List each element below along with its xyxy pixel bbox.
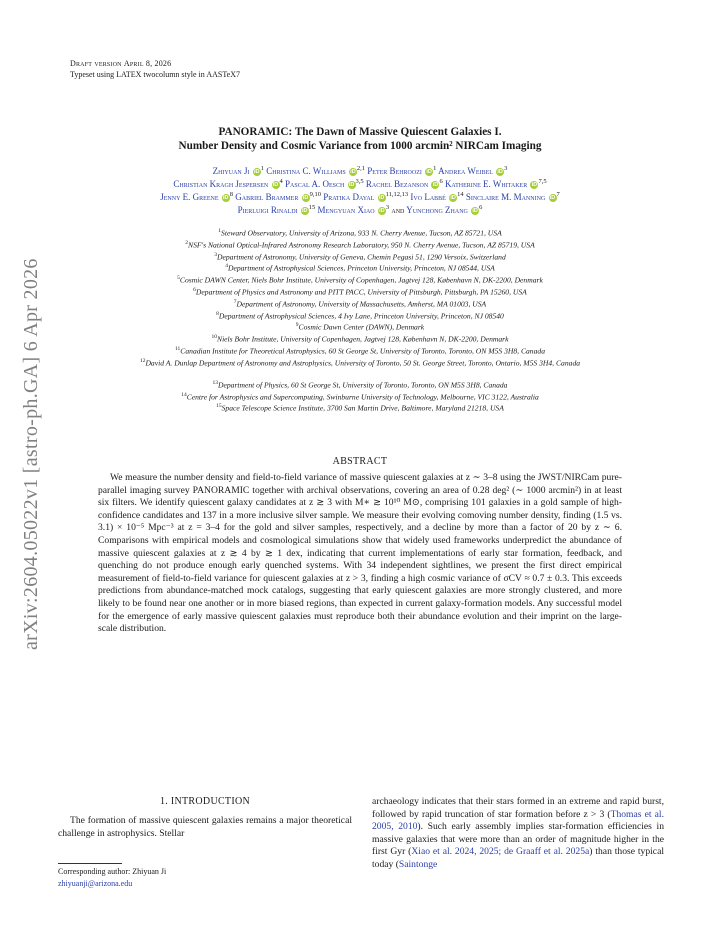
citation-link-saintonge[interactable]: Saintonge <box>398 858 438 870</box>
affiliation-text: Canadian Institute for Theoretical Astrophysics, 60 St George St, University of Toronto, Toronto, ON M5S 3H8, Canada <box>180 346 545 356</box>
affiliation-text: Department of Physics, 60 St George St, University of Toronto, Toronto, ON M5S 3H8, Canada <box>218 380 508 390</box>
affiliation-item <box>60 390 660 403</box>
orcid-icon[interactable]: iD <box>302 195 309 201</box>
affiliation-number: 11 <box>174 346 181 352</box>
orcid-icon[interactable]: iD <box>450 195 456 201</box>
author-name-link[interactable]: Katherine E. Whitaker <box>444 179 528 189</box>
orcid-icon[interactable]: iD <box>302 208 308 214</box>
affiliation-number: 1 <box>218 228 222 234</box>
author-affiliation-number: 2,1 <box>356 165 366 172</box>
orcid-icon[interactable]: iD <box>497 169 503 175</box>
author-affiliation-number: 3 <box>385 204 390 211</box>
footnote-rule <box>58 863 122 864</box>
author-entry <box>160 192 233 202</box>
draft-date: April 8, 2026 <box>123 59 172 68</box>
author-entry <box>406 205 482 215</box>
corresponding-author <box>58 866 166 890</box>
affiliation-item <box>60 297 660 310</box>
affiliation-item <box>60 344 660 357</box>
affiliation-item <box>60 401 660 414</box>
author-name-link[interactable]: Mengyuan Xiao <box>317 205 375 215</box>
orcid-icon[interactable]: iD <box>254 169 260 175</box>
author-name-link[interactable]: Pratika Dayal <box>323 192 375 202</box>
author-affiliation-number: 8 <box>229 191 233 198</box>
affiliation-number: 13 <box>212 379 218 386</box>
author-affiliation-number: 7 <box>556 191 560 198</box>
section-heading-introduction: 1. INTRODUCTION <box>159 796 251 807</box>
author-name-link[interactable]: Yunchong Zhang <box>406 205 468 215</box>
affiliation-text: Department of Astrophysical Sciences, Princeton University, Princeton, NJ 08544, USA <box>227 263 495 273</box>
orcid-icon[interactable]: iD <box>432 182 439 188</box>
author-entry <box>173 179 282 189</box>
intro-right-text <box>372 796 664 872</box>
affiliation-text: NSF's National Optical-Infrared Astronomy Research Laboratory, 950 N. Cherry Avenue, Tucson, AZ 85719, USA <box>188 240 535 250</box>
author-affiliation-number: 11,12,13 <box>385 191 409 198</box>
intro-left-text: The formation of massive quiescent galaxies remains a major theoretical challenge in astrophysics. Stellar <box>58 815 352 839</box>
author-entry <box>213 166 264 176</box>
affiliation-text: David A. Dunlap Department of Astronomy and Astrophysics, University of Toronto, 50 St. George Street, Toronto, Ontario, M5S 3H4, Canada <box>145 358 581 368</box>
orcid-icon[interactable]: iD <box>472 208 478 214</box>
affiliation-number: 3 <box>214 251 217 258</box>
affiliation-text: Centre for Astrophysics and Supercomputing, Swinburne University of Technology, Melbourne, VIC 3122, Australia <box>186 392 539 402</box>
affiliation-text: Niels Bohr Institute, University of Copenhagen, Jagtvej 128, København N, DK-2200, Denmark <box>217 334 509 344</box>
affiliation-number: 4 <box>225 263 228 270</box>
citation-link-thomas[interactable]: Thomas et al. 2005, 2010 <box>372 808 664 833</box>
author-affiliation-number: 4 <box>279 178 283 185</box>
author-affiliation-number: 7,5 <box>538 178 547 185</box>
orcid-icon[interactable]: iD <box>379 208 385 214</box>
affiliation-item <box>60 250 660 263</box>
orcid-icon[interactable]: iD <box>426 169 432 175</box>
abstract-heading: ABSTRACT <box>332 456 388 467</box>
affiliation-item <box>60 356 660 369</box>
author-name-link[interactable]: Pierluigi Rinaldi <box>237 205 298 215</box>
authors-and: and <box>389 205 407 215</box>
author-affiliation-number: 3,5 <box>355 178 364 185</box>
affiliation-number: 5 <box>177 275 180 282</box>
affiliation-number: 6 <box>193 287 196 293</box>
affiliation-item <box>60 309 660 322</box>
intro-right-part-b: ). Such early assembly implies star-formation efficiencies in massive galaxies that were more than an order of magnitude higher in the first Gyr ( <box>372 821 664 858</box>
author-entry <box>466 192 560 202</box>
affiliation-item <box>60 238 660 251</box>
author-name-link[interactable]: Gabriel Brammer <box>235 192 299 202</box>
author-email-link[interactable]: zhiyuanji@arizona.edu <box>58 879 133 888</box>
author-affiliation-number: 15 <box>308 204 316 211</box>
affiliation-item <box>60 320 660 333</box>
author-name-link[interactable]: Christina C. Williams <box>266 166 346 176</box>
affiliation-item <box>60 261 660 274</box>
author-affiliation-number: 6 <box>439 178 443 185</box>
author-entry <box>410 192 463 202</box>
author-name-link[interactable]: Rachel Bezanson <box>365 179 429 189</box>
affiliation-item <box>60 332 660 345</box>
author-entry <box>438 166 507 176</box>
orcid-icon[interactable]: iD <box>531 182 538 188</box>
author-name-link[interactable]: Zhiyuan Ji <box>212 166 250 176</box>
draft-prefix: Draft version <box>70 59 122 68</box>
author-line <box>50 202 670 217</box>
author-affiliation-number: 6 <box>479 204 483 211</box>
affiliation-text: Department of Astronomy, University of Massachusetts, Amherst, MA 01003, USA <box>236 299 487 309</box>
affiliation-number: 7 <box>233 298 237 305</box>
abstract-text: We measure the number density and field-to-field variance of massive quiescent galaxies at z ∼ 3–8 using the JWST/NIRCam pure-parallel imaging survey PANORAMIC together with archival observations, covering an area of 0.28 deg² (∼ 1000 arcmin²) in at least six filters. We identify quiescent galaxy candidates at z ≳ 3 with M∗ ≳ 10¹⁰ M⊙, comprising 101 galaxies in a gold sample of high-confidence candidates and 137 in a more inclusive silver sample. We measure their evolving comoving number density, finding (1.5 vs. 3.1) × 10⁻⁵ Mpc⁻³ at z = 3–4 for the gold and silver samples, respectively, and a decline by more than a factor of 20 by z ∼ 6. Comparisons with empirical models and cosmological simulations show that widely used frameworks underpredict the abundance of massive quiescent galaxies at z ≳ 4 by ≳ 1 dex, indicating that current implementations of early star formation, feedback, and quenching do not produce enough early quenched systems. With 34 independent sightlines, we present the first direct empirical measurement of field-to-field variance for quiescent galaxies at z > 3, finding a high cosmic variance of σCV ≈ 0.7 ± 0.3. This exceeds predictions from abundance-matched mock catalogs, suggesting that early quiescent galaxies are more strongly clustered, and more likely to be found near one another or in more biased regions, than expected in current galaxy-formation models. Any successful model for the emergence of early massive quiescent galaxies must reproduce both their abundance evolution and their imprint on the large-scale distribution. <box>98 472 622 635</box>
author-entry <box>366 179 443 189</box>
typeset-note: Typeset using LATEX twocolumn style in AASTeX7 <box>70 70 240 79</box>
affiliation-number: 15 <box>216 403 222 410</box>
orcid-icon[interactable]: iD <box>350 169 356 175</box>
author-affiliation-number: 9,10 <box>309 191 321 198</box>
affiliation-number: 9 <box>295 322 299 329</box>
author-entry <box>367 166 436 176</box>
author-affiliation-number: 14 <box>457 191 464 198</box>
arxiv-stamp: arXiv:2604.05022v1 [astro-ph.GA] 6 Apr 2026 <box>20 258 42 650</box>
author-affiliation-number: 1 <box>433 165 437 172</box>
affiliation-text: Space Telescope Science Institute, 3700 San Martin Drive, Baltimore, Maryland 21218, USA <box>221 403 504 413</box>
author-name-link[interactable]: Christian Kragh Jespersen <box>173 179 269 189</box>
affiliation-number: 12 <box>139 357 146 364</box>
author-entry <box>266 166 365 176</box>
orcid-icon[interactable]: iD <box>549 195 556 201</box>
author-name-link[interactable]: Sinclaire M. Manning <box>465 192 546 202</box>
author-entry <box>235 192 321 202</box>
corresponding-author-label: Corresponding author: Zhiyuan Ji <box>58 867 167 876</box>
orcid-icon[interactable]: iD <box>222 195 229 201</box>
intro-right-part-c: ) than those typical today ( <box>372 846 664 870</box>
author-name-link[interactable]: Ivo Labbé <box>410 192 446 202</box>
author-entry <box>238 205 316 215</box>
author-name-link[interactable]: Jenny E. Greene <box>160 192 219 202</box>
affiliation-number: 14 <box>181 391 187 398</box>
author-entry <box>445 179 547 189</box>
author-entry <box>285 179 364 189</box>
affiliation-item <box>60 226 660 239</box>
author-entry <box>318 205 390 215</box>
affiliation-item <box>60 285 660 298</box>
affiliation-item <box>60 378 660 391</box>
author-name-link[interactable]: Peter Behroozi <box>367 166 422 176</box>
author-entry <box>323 192 408 202</box>
affiliation-number: 8 <box>216 310 219 317</box>
affiliation-text: Department of Astrophysical Sciences, 4 Ivy Lane, Princeton University, Princeton, NJ 08540 <box>218 311 504 321</box>
affiliation-text: Department of Astronomy, University of Geneva, Chemin Pegasi 51, 1290 Versoix, Switzerland <box>217 252 506 262</box>
orcid-icon[interactable]: iD <box>348 182 355 188</box>
affiliation-text: Cosmic Dawn Center (DAWN), Denmark <box>298 322 425 332</box>
intro-right-part-a: archaeology indicates that their stars formed in an extreme and rapid burst, followed by rapid truncation of star formation before z > 3 ( <box>372 796 664 820</box>
orcid-icon[interactable]: iD <box>272 182 279 188</box>
affiliation-number: 2 <box>185 239 189 246</box>
affiliation-text: Steward Observatory, University of Arizona, 933 N. Cherry Avenue, Tucson, AZ 85721, USA <box>221 228 502 238</box>
author-name-link[interactable]: Pascal A. Oesch <box>285 179 345 189</box>
paper-title-line1: PANORAMIC: The Dawn of Massive Quiescent Galaxies I. <box>218 126 502 138</box>
orcid-icon[interactable]: iD <box>378 195 385 201</box>
paper-title-line2: Number Density and Cosmic Variance from 1000 arcmin² NIRCam Imaging <box>178 140 542 152</box>
affiliation-text: Department of Physics and Astronomy and PITT PACC, University of Pittsburgh, Pittsburgh, PA 15260, USA <box>195 287 527 297</box>
affiliation-item <box>60 273 660 286</box>
author-name-link[interactable]: Andrea Weibel <box>438 166 493 176</box>
affiliation-text: Cosmic DAWN Center, Niels Bohr Institute, University of Copenhagen, Jagtvej 128, København N, DK-2200, Denmark <box>179 275 543 285</box>
author-affiliation-number: 1 <box>260 165 264 172</box>
citation-link-xiao[interactable]: Xiao et al. 2024, 2025; de Graaff et al. 2025a <box>411 846 590 858</box>
author-affiliation-number: 3 <box>504 165 508 172</box>
affiliation-number: 10 <box>211 334 217 341</box>
draft-version <box>70 59 171 69</box>
